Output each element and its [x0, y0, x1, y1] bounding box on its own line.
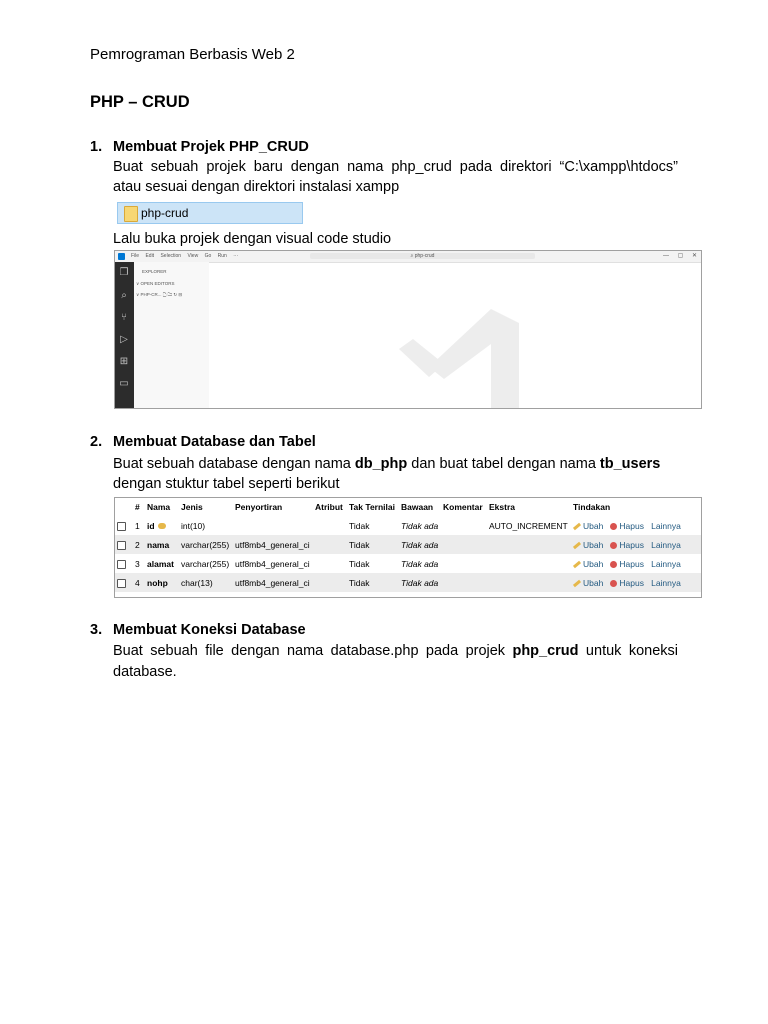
section-2-line-2: dengan stuktur tabel seperti berikut [113, 476, 340, 492]
section-3-line-2: database. [113, 664, 177, 680]
table-row [115, 573, 701, 592]
project-folder[interactable]: ∨ PHP-CR... 🗋 🗀 ↻ ⊟ [136, 292, 183, 297]
col-jenis[interactable]: Jenis [181, 502, 203, 512]
col-tindakan: Tindakan [573, 502, 611, 512]
run-debug-icon[interactable]: ▷ [120, 334, 128, 345]
section-1-number: 1. [90, 139, 103, 155]
row-collation [233, 516, 313, 535]
vscode-watermark-icon [399, 309, 519, 409]
edit-action[interactable]: Ubah [573, 521, 603, 531]
edit-action[interactable]: Ubah [573, 540, 603, 550]
search-icon[interactable]: ⌕ [121, 290, 127, 301]
section-3-line-1 [113, 641, 678, 661]
row-actions [571, 573, 701, 592]
folder-label: php-crud [141, 206, 189, 220]
row-attribute [313, 573, 347, 592]
pencil-icon [573, 561, 581, 568]
col-atribut[interactable]: Atribut [315, 502, 343, 512]
delete-icon [610, 580, 617, 587]
row-attribute [313, 516, 347, 535]
menu-more[interactable]: ··· [233, 253, 239, 259]
row-extra [487, 535, 571, 554]
row-actions [571, 516, 701, 535]
project-name: php_crud [512, 643, 579, 659]
table-row [115, 516, 701, 535]
section-2-line-1 [113, 454, 660, 474]
menu-edit[interactable]: Edit [145, 253, 155, 259]
section-2-line-1-a: Buat sebuah database dengan nama [113, 456, 355, 472]
delete-action[interactable]: Hapus [610, 578, 644, 588]
row-default: Tidak ada [401, 520, 439, 531]
section-1-line-2: atau sesuai dengan direktori instalasi xampp [113, 179, 400, 195]
row-comment [441, 573, 487, 592]
delete-icon [610, 542, 617, 549]
row-checkbox[interactable] [117, 579, 126, 588]
row-type: int(10) [181, 520, 206, 531]
menu-selection[interactable]: Selection [160, 253, 182, 259]
row-type: varchar(255) [179, 535, 233, 554]
section-3-title: Membuat Koneksi Database [113, 622, 306, 638]
folder-icon [124, 206, 138, 222]
edit-action[interactable]: Ubah [573, 559, 603, 569]
col-komentar[interactable]: Komentar [443, 502, 483, 512]
row-comment [441, 554, 487, 573]
row-actions [571, 535, 701, 554]
pencil-icon [573, 580, 581, 587]
window-controls [656, 252, 697, 259]
table-row [115, 535, 701, 554]
remote-icon[interactable]: ▭ [119, 378, 129, 389]
menu-view[interactable]: View [187, 253, 199, 259]
row-null: Tidak [347, 573, 399, 592]
row-name: nohp [147, 577, 168, 588]
section-2-number: 2. [90, 434, 103, 450]
minimize-icon[interactable]: — [662, 253, 669, 259]
col-tak-ternilai[interactable]: Tak Ternilai [349, 502, 395, 512]
section-1-title: Membuat Projek PHP_CRUD [113, 139, 309, 155]
table-row [115, 554, 701, 573]
explorer-title: EXPLORER [142, 269, 167, 274]
row-comment [441, 516, 487, 535]
vscode-search[interactable]: ⌕ php-crud [310, 253, 535, 259]
delete-icon [610, 523, 617, 530]
col-bawaan[interactable]: Bawaan [401, 502, 434, 512]
delete-icon [610, 561, 617, 568]
row-default: Tidak ada [401, 558, 439, 569]
folder-item[interactable] [117, 202, 303, 224]
db-name: db_php [354, 456, 408, 472]
menu-run[interactable]: Run [217, 253, 227, 259]
extensions-icon[interactable]: ⊞ [119, 356, 129, 367]
table-structure [114, 497, 702, 598]
close-icon[interactable]: ✕ [691, 253, 697, 259]
section-1-line-1: Buat sebuah projek baru dengan nama php_crud pada direktori “C:\xampp\htdocs” [113, 159, 678, 175]
primary-key-icon [158, 523, 166, 529]
section-2-line-1-c: dan buat tabel dengan nama [407, 456, 600, 472]
section-3-number: 3. [90, 622, 103, 638]
row-extra: AUTO_INCREMENT [489, 520, 568, 531]
explorer-icon[interactable]: ❐ [119, 267, 129, 278]
table-header-row [115, 498, 701, 516]
row-name: id [147, 520, 155, 531]
col-penyortiran[interactable]: Penyortiran [235, 502, 283, 512]
section-3-line-1-a: Buat sebuah file dengan nama database.php pada projek [113, 643, 513, 659]
open-editors[interactable]: ∨ OPEN EDITORS [136, 281, 175, 286]
row-collation: utf8mb4_general_ci [235, 558, 310, 569]
row-extra [487, 573, 571, 592]
vscode-menu [131, 253, 243, 259]
row-null: Tidak [349, 520, 370, 531]
row-checkbox[interactable] [117, 541, 126, 550]
vscode-logo-icon [118, 253, 125, 260]
row-actions [571, 554, 701, 573]
row-type: char(13) [179, 573, 233, 592]
delete-action[interactable]: Hapus [610, 559, 644, 569]
section-3-line-1-c: untuk koneksi [578, 643, 678, 659]
page-header: Pemrograman Berbasis Web 2 [90, 46, 295, 63]
row-num: 3 [135, 558, 140, 569]
col-ekstra[interactable]: Ekstra [489, 502, 515, 512]
menu-go[interactable]: Go [204, 253, 212, 259]
row-collation: utf8mb4_general_ci [233, 535, 313, 554]
delete-action[interactable]: Hapus [610, 521, 644, 531]
more-action[interactable]: Lainnya [651, 539, 681, 550]
row-comment [441, 535, 487, 554]
row-name: nama [147, 539, 170, 550]
row-checkbox[interactable] [117, 560, 126, 569]
explorer-sidebar [134, 262, 209, 408]
row-null: Tidak [349, 558, 370, 569]
section-2-title: Membuat Database dan Tabel [113, 434, 316, 450]
edit-action[interactable]: Ubah [573, 578, 603, 588]
delete-action[interactable]: Hapus [610, 540, 644, 550]
vscode-window [114, 250, 702, 409]
document-title: PHP – CRUD [90, 93, 190, 111]
col-num: # [135, 502, 140, 512]
row-num: 1 [135, 520, 140, 531]
activity-bar [115, 262, 134, 408]
maximize-icon[interactable]: ▢ [677, 253, 684, 259]
pencil-icon [573, 523, 581, 530]
section-1-after-folder: Lalu buka projek dengan visual code studio [113, 231, 392, 247]
row-checkbox[interactable] [117, 522, 126, 531]
row-type: varchar(255) [181, 558, 230, 569]
row-num: 4 [133, 573, 145, 592]
col-nama[interactable]: Nama [147, 502, 171, 512]
more-action[interactable]: Lainnya [651, 520, 681, 531]
row-default: Tidak ada [399, 535, 441, 554]
row-attribute [313, 535, 347, 554]
row-attribute [313, 554, 347, 573]
pencil-icon [573, 542, 581, 549]
row-collation: utf8mb4_general_ci [233, 573, 313, 592]
menu-file[interactable]: File [131, 253, 140, 259]
more-action[interactable]: Lainnya [651, 558, 681, 569]
source-control-icon[interactable]: ⑂ [121, 312, 127, 323]
row-extra [487, 554, 571, 573]
more-action[interactable]: Lainnya [651, 577, 681, 588]
row-name: alamat [147, 558, 174, 569]
table-name: tb_users [599, 456, 661, 472]
row-null: Tidak [347, 535, 399, 554]
row-default: Tidak ada [399, 573, 441, 592]
row-num: 2 [133, 535, 145, 554]
